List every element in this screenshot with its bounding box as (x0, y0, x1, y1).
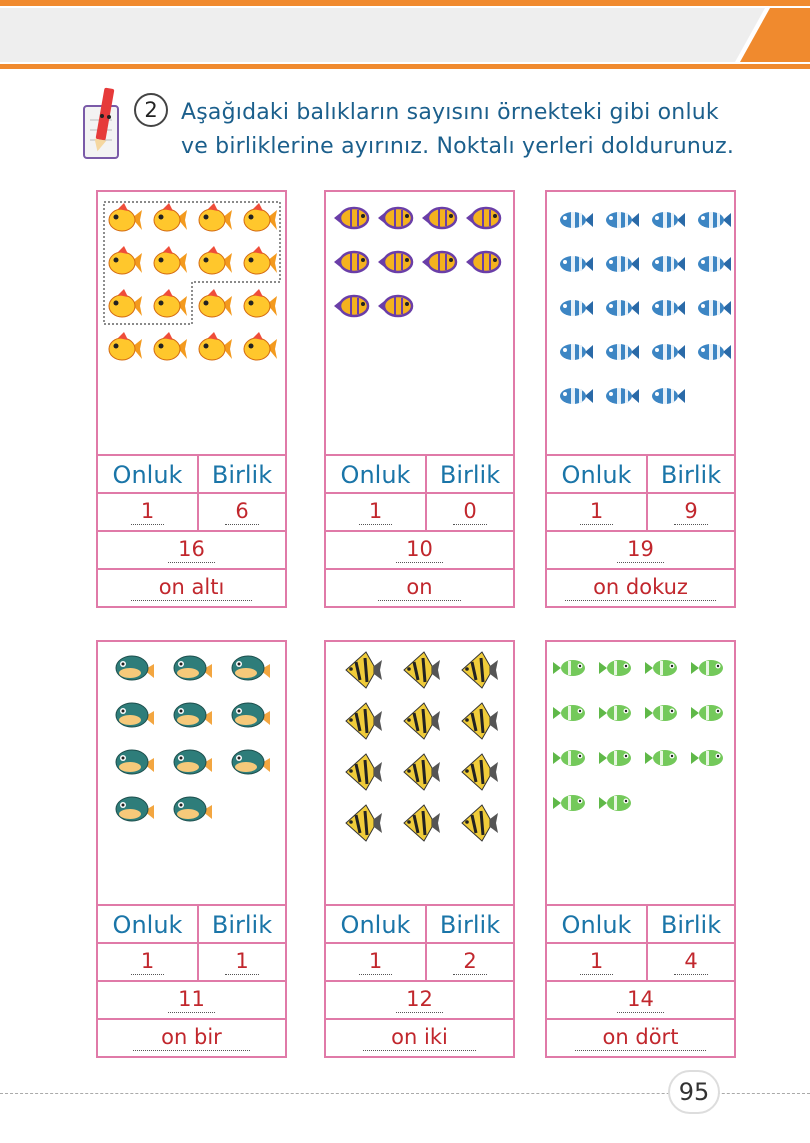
angel-fish-icon (462, 754, 498, 790)
green-fish-icon (691, 750, 723, 766)
purple-fish-icon (334, 252, 368, 272)
green-fish-icon (553, 705, 585, 721)
blue-fish-icon (652, 388, 685, 404)
number-answer[interactable]: 19 (617, 536, 664, 563)
orange-fish-icon (199, 203, 232, 231)
fish-card-4 (96, 640, 287, 1058)
fish-illustration (547, 192, 734, 452)
blue-fish-icon (560, 344, 593, 360)
blue-fish-icon (652, 300, 685, 316)
orange-fish-icon (244, 203, 277, 231)
ones-header: Birlik (211, 911, 273, 939)
green-fish-icon (553, 795, 585, 811)
puffer-fish-icon (174, 750, 212, 774)
orange-fish-icon (109, 289, 142, 317)
orange-fish-icon (154, 332, 187, 360)
puffer-fish-icon (232, 703, 270, 727)
tens-answer[interactable]: 1 (580, 498, 613, 525)
tens-answer[interactable]: 1 (131, 498, 164, 525)
purple-fish-icon (378, 252, 412, 272)
orange-fish-icon (154, 246, 187, 274)
fish-illustration (98, 642, 285, 902)
puffer-fish-icon (174, 703, 212, 727)
ones-header: Birlik (211, 461, 273, 489)
purple-fish-icon (422, 252, 456, 272)
puffer-fish-icon (116, 703, 154, 727)
purple-fish-icon (466, 252, 500, 272)
angel-fish-icon (462, 805, 498, 841)
word-answer[interactable]: on bir (133, 1024, 250, 1051)
blue-fish-icon (698, 300, 731, 316)
angel-fish-icon (346, 652, 382, 688)
ones-answer[interactable]: 6 (225, 498, 258, 525)
fish-card-6 (545, 640, 736, 1058)
word-answer[interactable]: on iki (363, 1024, 476, 1051)
orange-fish-icon (244, 246, 277, 274)
angel-fish-icon (404, 754, 440, 790)
ones-answer[interactable]: 1 (225, 948, 258, 975)
purple-fish-icon (378, 208, 412, 228)
fish-card-5 (324, 640, 515, 1058)
ones-header: Birlik (439, 461, 501, 489)
purple-fish-icon (334, 208, 368, 228)
ones-answer[interactable]: 9 (674, 498, 707, 525)
orange-fish-icon (199, 332, 232, 360)
page-number: 95 (668, 1070, 720, 1114)
ones-header: Birlik (660, 911, 722, 939)
ones-answer[interactable]: 2 (453, 948, 486, 975)
puffer-fish-icon (116, 750, 154, 774)
puffer-fish-icon (174, 656, 212, 680)
green-fish-icon (553, 660, 585, 676)
blue-fish-icon (606, 256, 639, 272)
pencil-notebook-icon (80, 86, 128, 164)
fish-illustration (326, 192, 513, 452)
question-text (181, 96, 781, 164)
blue-fish-icon (606, 212, 639, 228)
orange-fish-icon (244, 332, 277, 360)
orange-fish-icon (244, 289, 277, 317)
tens-answer[interactable]: 1 (359, 498, 392, 525)
angel-fish-icon (346, 805, 382, 841)
puffer-fish-icon (232, 750, 270, 774)
tens-header: Onluk (326, 456, 427, 492)
green-fish-icon (599, 750, 631, 766)
blue-fish-icon (606, 300, 639, 316)
ones-answer[interactable]: 4 (674, 948, 707, 975)
green-fish-icon (599, 660, 631, 676)
orange-fish-icon (109, 246, 142, 274)
green-fish-icon (599, 705, 631, 721)
top-header-bar (0, 0, 810, 72)
angel-fish-icon (462, 652, 498, 688)
blue-fish-icon (652, 344, 685, 360)
word-answer[interactable]: on dokuz (565, 574, 716, 601)
word-answer[interactable]: on altı (131, 574, 253, 601)
blue-fish-icon (560, 300, 593, 316)
fish-card-1 (96, 190, 287, 608)
orange-fish-icon (154, 289, 187, 317)
blue-fish-icon (606, 344, 639, 360)
number-answer[interactable]: 14 (617, 986, 664, 1013)
green-fish-icon (553, 750, 585, 766)
green-fish-icon (599, 795, 631, 811)
ones-answer[interactable]: 0 (453, 498, 486, 525)
question-line-1: Aşağıdaki balıkların sayısını örnekteki gibi onluk (181, 100, 719, 125)
fish-illustration (98, 192, 285, 452)
blue-fish-icon (652, 256, 685, 272)
blue-fish-icon (606, 388, 639, 404)
green-fish-icon (645, 750, 677, 766)
purple-fish-icon (422, 208, 456, 228)
purple-fish-icon (334, 296, 368, 316)
question-number: 2 (134, 93, 168, 127)
green-fish-icon (645, 705, 677, 721)
blue-fish-icon (652, 212, 685, 228)
green-fish-icon (691, 660, 723, 676)
green-fish-icon (645, 660, 677, 676)
fish-illustration (326, 642, 513, 902)
angel-fish-icon (404, 805, 440, 841)
green-fish-icon (691, 705, 723, 721)
angel-fish-icon (462, 703, 498, 739)
tens-answer[interactable]: 1 (359, 948, 392, 975)
blue-fish-icon (560, 212, 593, 228)
ones-header: Birlik (439, 911, 501, 939)
orange-fish-icon (154, 203, 187, 231)
angel-fish-icon (346, 754, 382, 790)
word-answer[interactable]: on (378, 574, 460, 601)
blue-fish-icon (560, 388, 593, 404)
fish-card-3 (545, 190, 736, 608)
angel-fish-icon (404, 703, 440, 739)
tens-header: Onluk (98, 456, 199, 492)
angel-fish-icon (346, 703, 382, 739)
number-answer[interactable]: 16 (168, 536, 215, 563)
tens-answer[interactable]: 1 (131, 948, 164, 975)
tens-header: Onluk (547, 456, 648, 492)
tens-header: Onluk (98, 906, 199, 942)
purple-fish-icon (378, 296, 412, 316)
puffer-fish-icon (174, 797, 212, 821)
orange-fish-icon (109, 332, 142, 360)
puffer-fish-icon (116, 797, 154, 821)
orange-fish-icon (109, 203, 142, 231)
orange-fish-icon (199, 289, 232, 317)
blue-fish-icon (698, 212, 731, 228)
fish-illustration (547, 642, 734, 902)
angel-fish-icon (404, 652, 440, 688)
orange-fish-icon (199, 246, 232, 274)
blue-fish-icon (698, 256, 731, 272)
fish-card-2 (324, 190, 515, 608)
tens-answer[interactable]: 1 (580, 948, 613, 975)
blue-fish-icon (560, 256, 593, 272)
ones-header: Birlik (660, 461, 722, 489)
question-line-2: ve birliklerine ayırınız. Noktalı yerleri doldurunuz. (181, 134, 735, 159)
blue-fish-icon (698, 344, 731, 360)
puffer-fish-icon (232, 656, 270, 680)
purple-fish-icon (466, 208, 500, 228)
word-answer[interactable]: on dört (575, 1024, 707, 1051)
number-answer[interactable]: 12 (396, 986, 443, 1013)
tens-header: Onluk (326, 906, 427, 942)
number-answer[interactable]: 10 (396, 536, 443, 563)
number-answer[interactable]: 11 (168, 986, 215, 1013)
puffer-fish-icon (116, 656, 154, 680)
tens-header: Onluk (547, 906, 648, 942)
